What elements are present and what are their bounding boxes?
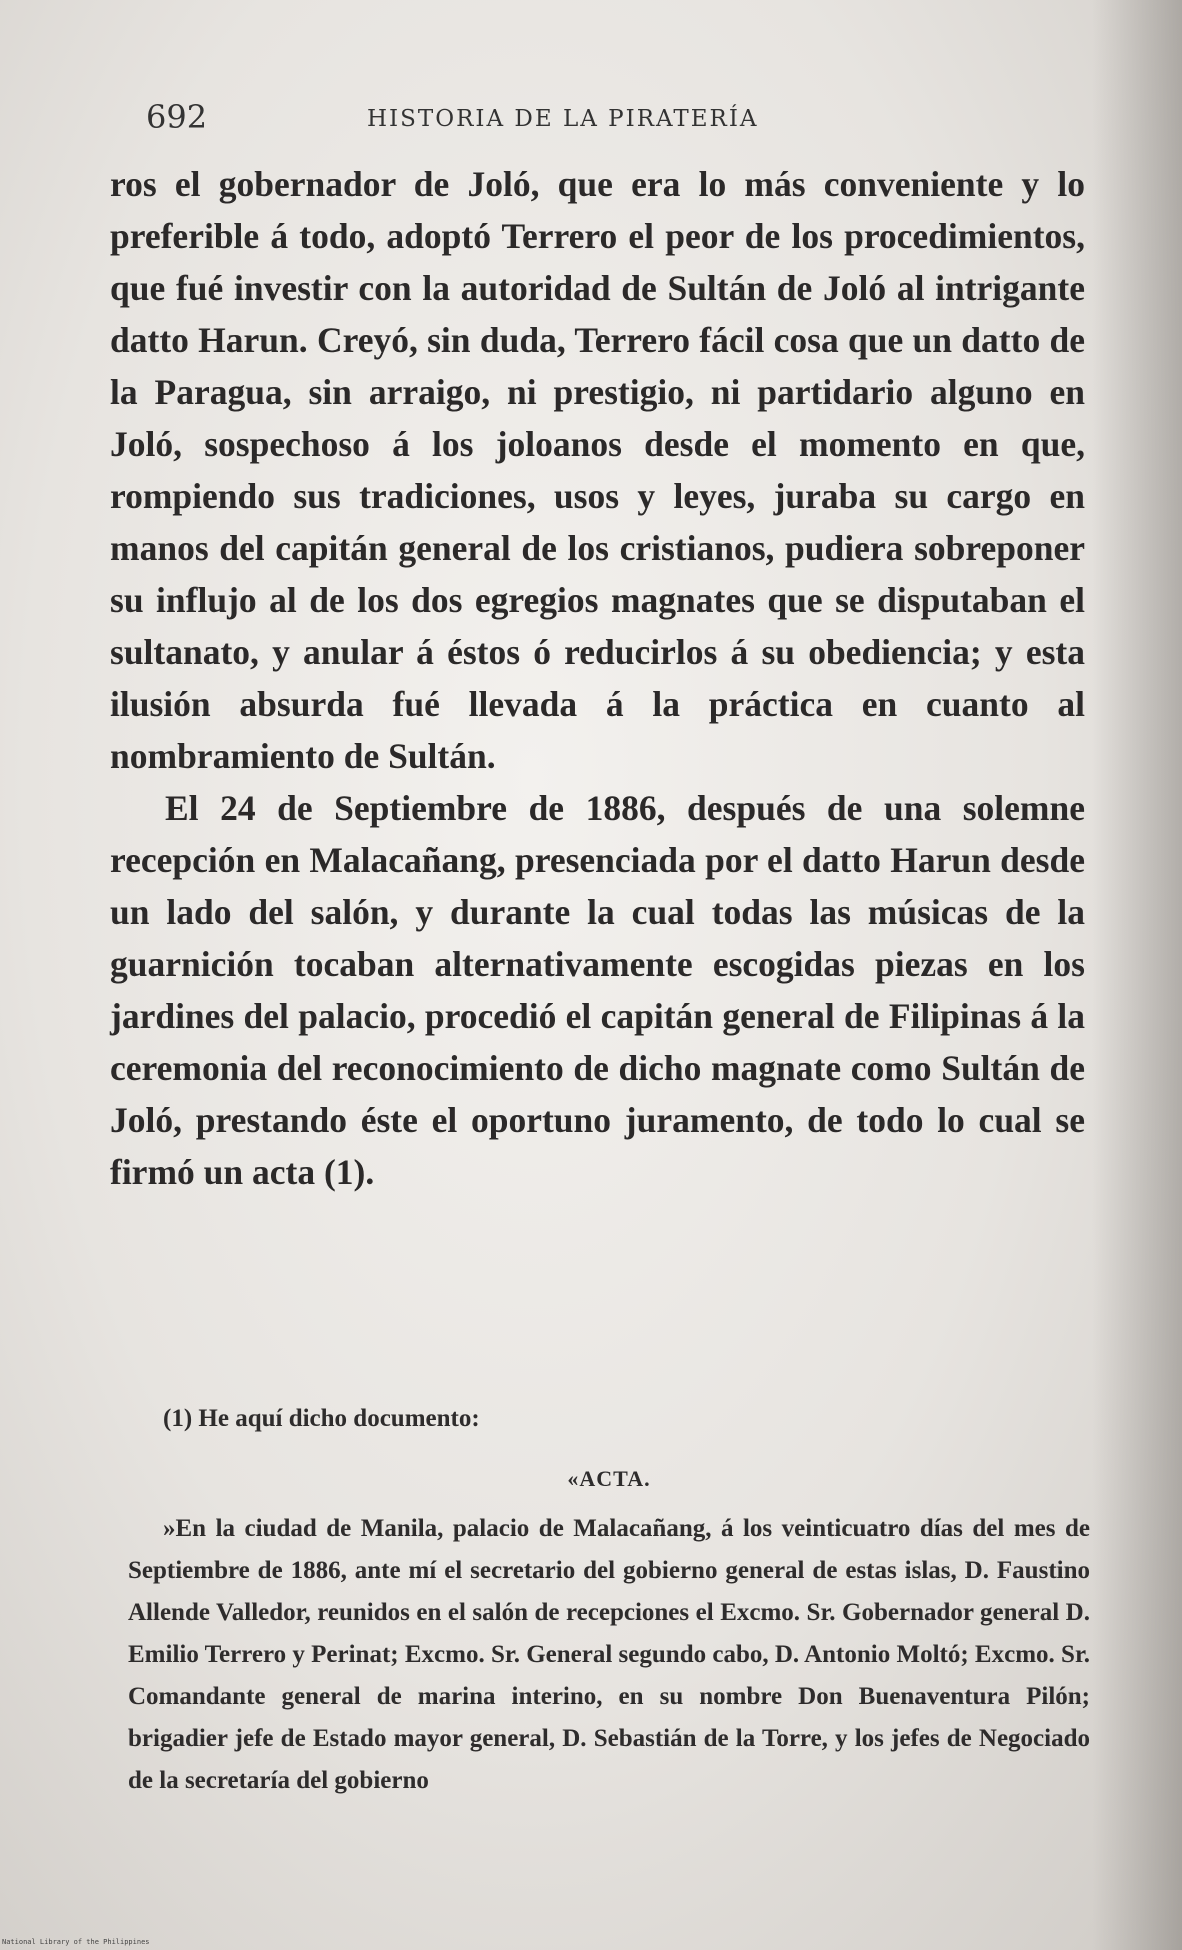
page-header [142,98,1102,138]
footnote-heading: «ACTA. [567,1466,651,1491]
footnote-text: »En la ciudad de Manila, palacio de Malacañang, á los veinticuatro días del mes de Septiembre de 1886, ante mí el secretario del gobierno general de estas islas, D. Faustino Allende Valledor, reunidos en el salón de recepciones el Excmo. Sr. Gobernador general D. Emilio Terrero y Perinat; Excmo. Sr. General segundo cabo, D. Antonio Moltó; Excmo. Sr. Comandante general de marina interino, en su nombre Don Buenaventura Pilón; brigadier jefe de Estado mayor general, D. Sebastián de la Torre, y los jefes de Negociado de la secretaría del gobierno [128,1515,1090,1794]
scan-imprint: National Library of the Philippines [2,1938,150,1946]
footnote-intro: (1) He aquí dicho documento: [163,1405,480,1432]
page-number: 692 [146,98,208,136]
main-text [110,158,1085,1198]
body-paragraph-1: ros el gobernador de Joló, que era lo más conveniente y lo preferible á todo, adoptó Terrero el peor de los procedimientos, que fué investir con la autoridad de Sultán de Joló al intrigante datto Harun. Creyó, sin duda, Terrero fácil cosa que un datto de la Paragua, sin arraigo, ni prestigio, ni partidario alguno en Joló, sospechoso á los joloanos desde el momento en que, rompiendo sus tradiciones, usos y leyes, juraba su cargo en manos del capitán general de los cristianos, pudiera sobreponer su influjo al de los dos egregios magnates que se disputaban el sultanato, y anular á éstos ó reducirlos á su obediencia; y esta ilusión absurda fué llevada á la práctica en cuanto al nombramiento de Sultán. [110,164,1085,776]
body-paragraph-2: El 24 de Septiembre de 1886, después de una solemne recepción en Malacañang, presenciada por el datto Harun desde un lado del salón, y durante la cual todas las músicas de la guarnición tocaban alternativamente escogidas piezas en los jardines del palacio, procedió el capitán general de Filipinas á la ceremonia del reconocimiento de dicho magnate como Sultán de Joló, prestando éste el oportuno juramento, de todo lo cual se firmó un acta (1). [110,788,1085,1192]
footnote [128,1398,1090,1802]
running-title: HISTORIA DE LA PIRATERÍA [367,106,759,132]
